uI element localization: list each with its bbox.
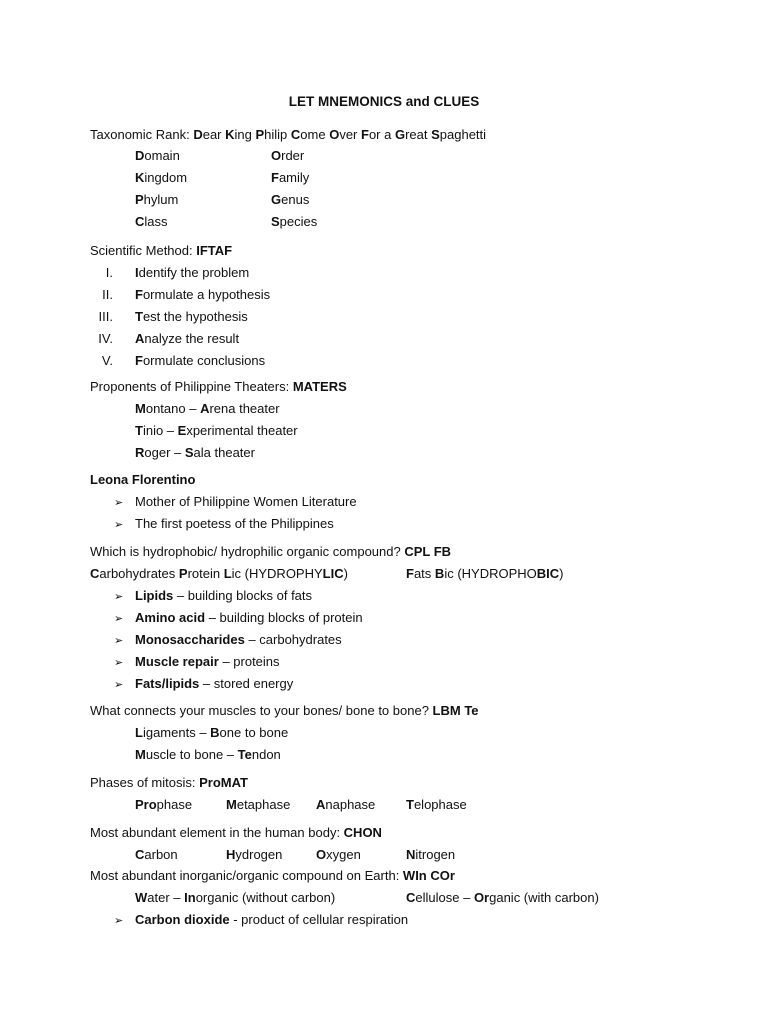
step-number: III. — [98, 309, 113, 324]
mitosis-phase: Anaphase — [316, 797, 376, 812]
theater-item: Tinio – Experimental theater — [135, 423, 298, 438]
bullet-arrow — [114, 516, 123, 533]
arrow-bullet-icon: ➢ — [114, 915, 124, 927]
organic-bullet-text: Amino acid – building blocks of protein — [135, 610, 363, 625]
co2-bullet-text: Carbon dioxide - product of cellular respiration — [135, 912, 409, 927]
arrow-bullet-icon: ➢ — [114, 613, 124, 625]
bullet-item — [114, 912, 123, 929]
organic-question: Which is hydrophobic/ hydrophilic organic compound? CPL FB — [90, 544, 452, 559]
arrow-bullet-icon: ➢ — [114, 635, 124, 647]
compound-line: Most abundant inorganic/organic compound on Earth: WIn COr — [90, 868, 455, 883]
muscles-question: What connects your muscles to your bones/ bone to bone? LBM Te — [90, 703, 479, 718]
element-item: Carbon — [135, 847, 178, 862]
arrow-bullet-icon: ➢ — [114, 591, 124, 603]
organic-hydrophilic: Carbohydrates Protein Lic (HYDROPHYLIC) — [90, 566, 348, 581]
compound-organic: Cellulose – Organic (with carbon) — [406, 890, 599, 905]
mitosis-phase: Metaphase — [226, 797, 291, 812]
arrow-bullet-icon: ➢ — [114, 519, 124, 531]
leona-bullet-text: The first poetess of the Philippines — [135, 516, 334, 531]
taxon-rank: Species — [271, 214, 318, 229]
step-number: V. — [101, 353, 113, 368]
organic-bullet-text: Muscle repair – proteins — [135, 654, 280, 669]
leona-heading: Leona Florentino — [90, 472, 196, 487]
taxon-rank: Genus — [271, 192, 310, 207]
document-title: LET MNEMONICS and CLUES — [288, 94, 480, 109]
bullet-arrow — [114, 610, 123, 627]
step-text: Formulate a hypothesis — [135, 287, 271, 302]
theater-item: Montano – Arena theater — [135, 401, 280, 416]
bullet-arrow — [114, 676, 123, 693]
organic-bullet-text: Fats/lipids – stored energy — [135, 676, 294, 691]
taxon-rank: Kingdom — [135, 170, 188, 185]
leona-bullet-text: Mother of Philippine Women Literature — [135, 494, 357, 509]
mitosis-phase: Telophase — [406, 797, 467, 812]
step-text: Test the hypothesis — [135, 309, 248, 324]
step-number: I. — [105, 265, 113, 280]
organic-bullet-text: Lipids – building blocks of fats — [135, 588, 313, 603]
taxon-rank: Family — [271, 170, 310, 185]
taxon-rank: Phylum — [135, 192, 179, 207]
theater-item: Roger – Sala theater — [135, 445, 255, 460]
taxon-rank: Order — [271, 148, 305, 163]
muscle-item: Ligaments – Bone to bone — [135, 725, 289, 740]
compound-inorganic: Water – Inorganic (without carbon) — [135, 890, 336, 905]
muscle-item: Muscle to bone – Tendon — [135, 747, 281, 762]
bullet-arrow — [114, 588, 123, 605]
scientific-method-line: Scientific Method: IFTAF — [90, 243, 233, 258]
theaters-line: Proponents of Philippine Theaters: MATERS — [90, 379, 347, 394]
arrow-bullet-icon: ➢ — [114, 497, 124, 509]
element-item: Nitrogen — [406, 847, 456, 862]
taxonomic-rank-line: Taxonomic Rank: Dear King Philip Come Over For a Great Spaghetti — [90, 127, 487, 142]
taxonomic-mnemonic: Dear King Philip Come Over For a Great Spaghetti — [193, 127, 487, 142]
taxon-rank: Class — [135, 214, 168, 229]
organic-hydrophobic: Fats Bic (HYDROPHOBIC) — [406, 566, 564, 581]
step-number: II. — [102, 287, 113, 302]
step-text: Analyze the result — [135, 331, 240, 346]
mitosis-line: Phases of mitosis: ProMAT — [90, 775, 248, 790]
mitosis-phase: Prophase — [135, 797, 193, 812]
element-item: Oxygen — [316, 847, 361, 862]
element-item: Hydrogen — [226, 847, 283, 862]
step-number: IV. — [98, 331, 113, 346]
bullet-arrow — [114, 494, 123, 511]
taxon-rank: Domain — [135, 148, 180, 163]
arrow-bullet-icon: ➢ — [114, 657, 124, 669]
step-text: Identify the problem — [135, 265, 250, 280]
arrow-bullet-icon: ➢ — [114, 679, 124, 691]
element-line: Most abundant element in the human body: CHON — [90, 825, 382, 840]
bullet-arrow — [114, 632, 123, 649]
bullet-arrow — [114, 654, 123, 671]
step-text: Formulate conclusions — [135, 353, 266, 368]
organic-bullet-text: Monosaccharides – carbohydrates — [135, 632, 342, 647]
